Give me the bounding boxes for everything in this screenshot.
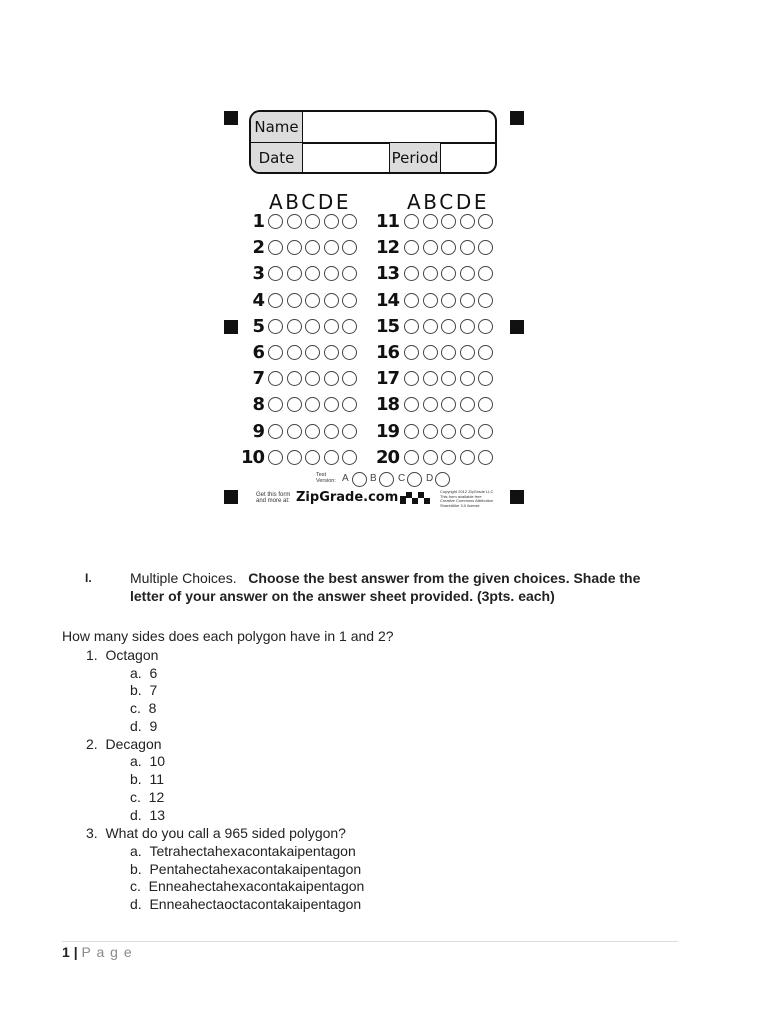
answer-bubble[interactable] xyxy=(441,371,456,386)
answer-bubble[interactable] xyxy=(423,345,438,360)
choice-letter: a. xyxy=(130,753,142,769)
period-label: Period xyxy=(389,143,441,173)
answer-bubble[interactable] xyxy=(404,214,419,229)
answer-row xyxy=(222,316,526,338)
question-number-label: 11 xyxy=(375,211,399,232)
checker-logo xyxy=(400,492,434,504)
answer-bubble[interactable] xyxy=(478,319,493,334)
answer-row xyxy=(222,290,526,312)
question-item xyxy=(86,824,346,842)
choice-text: 10 xyxy=(149,753,166,769)
zipgrade-brand: ZipGrade.com xyxy=(296,490,399,505)
column-letters-left: ABCDE xyxy=(269,190,352,214)
answer-bubble[interactable] xyxy=(441,266,456,281)
answer-bubble[interactable] xyxy=(478,240,493,255)
answer-bubble[interactable] xyxy=(478,266,493,281)
answer-bubble[interactable] xyxy=(441,319,456,334)
question-number-label: 16 xyxy=(375,342,399,363)
version-bubble[interactable] xyxy=(435,472,450,487)
question-number-label: 5 xyxy=(252,315,264,337)
answer-bubble[interactable] xyxy=(478,397,493,412)
choice-item xyxy=(130,860,361,878)
registration-mark xyxy=(510,490,524,504)
answer-bubble[interactable] xyxy=(478,293,493,308)
question-number-label: 17 xyxy=(375,368,399,390)
page-label: P a g e xyxy=(81,944,133,960)
answer-bubble[interactable] xyxy=(404,319,419,334)
question-item xyxy=(86,735,162,753)
answer-bubble[interactable] xyxy=(460,397,475,412)
question-number-label: 12 xyxy=(375,237,399,259)
answer-row xyxy=(222,421,526,443)
choice-letter: a. xyxy=(130,843,142,859)
intro-question: How many sides does each polygon have in 1 and 2? xyxy=(62,628,394,644)
page-footer xyxy=(62,944,133,960)
question-text: What do you call a 965 sided polygon? xyxy=(105,825,346,841)
answer-bubble[interactable] xyxy=(423,240,438,255)
copyright-line: ShareAlike 3.0 license xyxy=(440,502,480,508)
question-number-label: 20 xyxy=(375,446,399,468)
question-item xyxy=(86,646,158,664)
answer-bubble[interactable] xyxy=(460,266,475,281)
version-letter: A xyxy=(342,473,349,484)
date-period-row xyxy=(251,143,495,173)
question-number-label: 8 xyxy=(252,394,264,416)
answer-bubble[interactable] xyxy=(441,424,456,439)
answer-bubble[interactable] xyxy=(478,214,493,229)
choice-text: 11 xyxy=(149,771,165,787)
question-number-label: 18 xyxy=(375,394,399,416)
answer-sheet xyxy=(222,108,526,510)
question-number-label: 13 xyxy=(375,263,399,285)
section-instruction: Choose the best answer from the given choices. Shade the xyxy=(248,570,641,586)
choice-letter: d. xyxy=(130,896,142,912)
question-number-label: 3 xyxy=(252,263,264,285)
question-number-label: 1 xyxy=(252,211,264,232)
choice-item xyxy=(130,770,164,788)
question-number-label: 4 xyxy=(252,289,264,311)
answer-bubble[interactable] xyxy=(423,397,438,412)
question-number-label: 9 xyxy=(252,420,264,442)
question-number-label: 15 xyxy=(375,315,399,337)
choice-item xyxy=(130,664,157,682)
choice-item xyxy=(130,699,156,717)
answer-bubble[interactable] xyxy=(404,450,419,465)
question-number: 1. xyxy=(86,647,98,663)
answer-bubble[interactable] xyxy=(441,397,456,412)
choice-item xyxy=(130,806,165,824)
question-number-label: 2 xyxy=(252,237,264,259)
answer-bubble[interactable] xyxy=(404,371,419,386)
answer-bubble[interactable] xyxy=(423,293,438,308)
section-heading xyxy=(130,569,640,587)
answer-bubble[interactable] xyxy=(404,293,419,308)
answer-row xyxy=(222,237,526,259)
answer-bubble[interactable] xyxy=(423,450,438,465)
version-bubble[interactable] xyxy=(407,472,422,487)
choice-letter: c. xyxy=(130,789,141,805)
answer-bubble[interactable] xyxy=(441,214,456,229)
answer-bubble[interactable] xyxy=(460,450,475,465)
choice-item xyxy=(130,717,157,735)
page-separator: | xyxy=(73,944,78,960)
choice-item xyxy=(130,877,364,895)
answer-bubble[interactable] xyxy=(404,345,419,360)
choice-text: Enneahectahexacontakaipentagon xyxy=(148,878,365,894)
name-field[interactable] xyxy=(303,112,495,142)
question-text: Decagon xyxy=(105,736,162,752)
date-field[interactable] xyxy=(303,143,389,173)
student-info-box xyxy=(249,110,497,174)
version-letter: B xyxy=(370,473,377,484)
registration-mark xyxy=(510,111,524,125)
version-bubble[interactable] xyxy=(379,472,394,487)
answer-bubble[interactable] xyxy=(423,319,438,334)
copyright-line: Copyright 2012 ZipGrade LLC xyxy=(440,489,494,494)
get-form-text-line2: and more at: xyxy=(256,498,290,504)
answer-bubble[interactable] xyxy=(404,266,419,281)
choice-text: 8 xyxy=(148,700,157,716)
choice-item xyxy=(130,788,164,806)
choice-letter: d. xyxy=(130,718,142,734)
choice-text: Tetrahectahexacontakaipentagon xyxy=(149,843,356,859)
choice-letter: b. xyxy=(130,861,142,877)
version-label-line1: Test xyxy=(316,472,327,478)
answer-bubble[interactable] xyxy=(404,397,419,412)
footer-divider xyxy=(62,941,678,942)
choice-item xyxy=(130,681,157,699)
copyright-line: Creative Commons Attribution xyxy=(440,498,494,503)
question-text: Octagon xyxy=(105,647,159,663)
choice-text: 9 xyxy=(149,718,158,734)
answer-row xyxy=(222,447,526,469)
copyright-line: This form available free xyxy=(440,493,482,499)
answer-row xyxy=(222,263,526,285)
question-number-label: 19 xyxy=(375,420,399,442)
section-title: Multiple Choices. xyxy=(130,570,237,586)
answer-bubble[interactable] xyxy=(423,214,438,229)
version-letter: C xyxy=(398,473,406,484)
answer-bubble[interactable] xyxy=(460,371,475,386)
choice-item xyxy=(130,752,165,770)
choice-letter: c. xyxy=(130,700,141,716)
version-bubble[interactable] xyxy=(352,472,367,487)
answer-bubble[interactable] xyxy=(478,424,493,439)
answer-bubble[interactable] xyxy=(423,424,438,439)
version-letter: D xyxy=(426,473,434,484)
choice-letter: b. xyxy=(130,771,142,787)
answer-bubble[interactable] xyxy=(478,371,493,386)
question-number: 3. xyxy=(86,825,98,841)
answer-bubble[interactable] xyxy=(441,293,456,308)
choice-item xyxy=(130,895,361,913)
answer-row xyxy=(222,394,526,416)
choice-letter: d. xyxy=(130,807,142,823)
answer-bubble[interactable] xyxy=(404,424,419,439)
answer-bubble[interactable] xyxy=(423,266,438,281)
choice-text: Pentahectahexacontakaipentagon xyxy=(149,861,362,877)
get-form-text-line1: Get this form xyxy=(256,492,291,498)
answer-bubble[interactable] xyxy=(404,240,419,255)
choice-letter: a. xyxy=(130,665,142,681)
question-number-label: 14 xyxy=(375,289,399,311)
registration-mark xyxy=(224,490,238,504)
answer-bubble[interactable] xyxy=(460,240,475,255)
date-label: Date xyxy=(251,143,303,173)
answer-bubble[interactable] xyxy=(460,214,475,229)
name-label: Name xyxy=(251,112,303,142)
column-letters-right: ABCDE xyxy=(407,190,490,214)
choice-text: 13 xyxy=(149,807,166,823)
answer-bubble[interactable] xyxy=(460,345,475,360)
question-number: 2. xyxy=(86,736,98,752)
answer-bubble[interactable] xyxy=(460,424,475,439)
choice-text: 6 xyxy=(149,665,158,681)
answer-bubble[interactable] xyxy=(478,450,493,465)
page-number: 1 xyxy=(62,944,70,960)
version-label-line2: Version: xyxy=(316,478,336,484)
question-number-label: 10 xyxy=(240,446,264,468)
answer-bubble[interactable] xyxy=(423,371,438,386)
answer-bubble[interactable] xyxy=(441,345,456,360)
choice-text: Enneahectaoctacontakaipentagon xyxy=(149,896,362,912)
answer-bubble[interactable] xyxy=(441,240,456,255)
question-number-label: 7 xyxy=(252,368,264,390)
name-row xyxy=(251,112,495,144)
choice-letter: b. xyxy=(130,682,142,698)
answer-bubble[interactable] xyxy=(441,450,456,465)
choice-item xyxy=(130,842,356,860)
section-instruction-line2: letter of your answer on the answer sheet provided. (3pts. each) xyxy=(130,588,555,604)
answer-row xyxy=(222,342,526,364)
answer-bubble[interactable] xyxy=(478,345,493,360)
answer-bubble[interactable] xyxy=(460,319,475,334)
choice-text: 7 xyxy=(149,682,158,698)
answer-row xyxy=(222,211,526,233)
answer-bubble[interactable] xyxy=(460,293,475,308)
period-field[interactable] xyxy=(441,143,495,173)
section-numeral: I. xyxy=(85,571,92,585)
choice-letter: c. xyxy=(130,878,141,894)
choice-text: 12 xyxy=(148,789,165,805)
question-number-label: 6 xyxy=(252,342,264,363)
answer-row xyxy=(222,368,526,390)
registration-mark xyxy=(224,111,238,125)
